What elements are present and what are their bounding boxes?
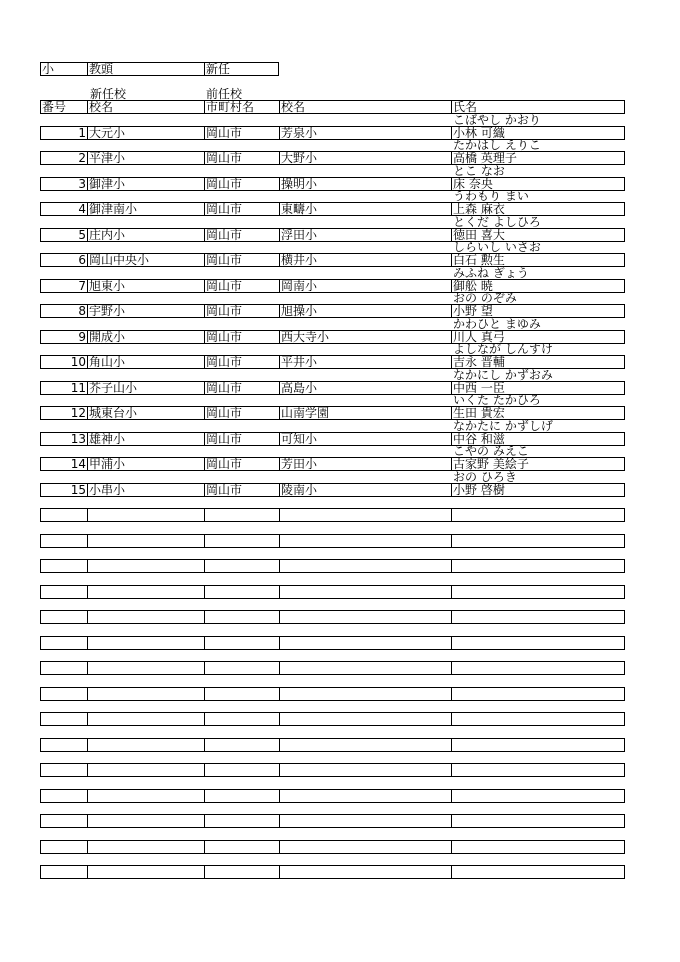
cell-name	[451, 636, 625, 650]
cell-name: 高橋 英理子	[451, 151, 625, 165]
position-label: 教頭	[89, 62, 114, 76]
cell-city	[204, 508, 279, 522]
level-box	[40, 62, 88, 76]
cell-school	[87, 661, 204, 675]
table-row	[40, 687, 625, 701]
table-row	[40, 202, 625, 216]
cell-no	[40, 814, 87, 828]
cell-city	[204, 534, 279, 548]
cell-school: 角山小	[87, 355, 204, 369]
cell-no	[40, 840, 87, 854]
cell-name	[451, 610, 625, 624]
cell-no	[40, 559, 87, 573]
cell-school: 岡山中央小	[87, 253, 204, 267]
cell-name	[451, 534, 625, 548]
name-reading: とくだ よしひろ	[453, 215, 541, 229]
cell-prev-school: 芳泉小	[279, 126, 451, 140]
cell-name	[451, 687, 625, 701]
table-row	[40, 304, 625, 318]
cell-no: 15	[40, 483, 87, 497]
name-reading: たかはし えりこ	[453, 138, 541, 152]
cell-no	[40, 636, 87, 650]
name-reading: とこ なお	[453, 164, 505, 178]
cell-prev-school: 岡南小	[279, 279, 451, 293]
cell-name: 御舩 暁	[451, 279, 625, 293]
cell-school: 芥子山小	[87, 381, 204, 395]
cell-no: 12	[40, 406, 87, 420]
cell-name: 白石 勲生	[451, 253, 625, 267]
cell-prev-school	[279, 763, 451, 777]
table-row	[40, 534, 625, 548]
cell-city: 岡山市	[204, 177, 279, 191]
cell-prev-school	[279, 636, 451, 650]
column-header-row	[40, 100, 625, 114]
cell-school	[87, 610, 204, 624]
cell-name	[451, 738, 625, 752]
cell-no	[40, 661, 87, 675]
table-row	[40, 279, 625, 293]
cell-name	[451, 840, 625, 854]
cell-city	[204, 738, 279, 752]
cell-no: 5	[40, 228, 87, 242]
cell-city: 岡山市	[204, 432, 279, 446]
cell-prev-school	[279, 738, 451, 752]
cell-city: 岡山市	[204, 202, 279, 216]
table-row	[40, 559, 625, 573]
cell-prev-school: 芳田小	[279, 457, 451, 471]
cell-city: 岡山市	[204, 483, 279, 497]
cell-name: 川人 真弓	[451, 330, 625, 344]
table-row	[40, 508, 625, 522]
cell-school	[87, 687, 204, 701]
cell-no: 4	[40, 202, 87, 216]
cell-prev-school: 浮田小	[279, 228, 451, 242]
cell-prev-school: 可知小	[279, 432, 451, 446]
cell-city: 岡山市	[204, 151, 279, 165]
position-box	[87, 62, 205, 76]
cell-school	[87, 840, 204, 854]
cell-prev-school	[279, 534, 451, 548]
cell-name	[451, 712, 625, 726]
cell-name: 古家野 美絵子	[451, 457, 625, 471]
cell-school: 城東台小	[87, 406, 204, 420]
cell-school	[87, 636, 204, 650]
cell-name: 小野 啓樹	[451, 483, 625, 497]
cell-no: 13	[40, 432, 87, 446]
table-row	[40, 457, 625, 471]
header-no: 番号	[40, 100, 87, 114]
cell-school: 雄神小	[87, 432, 204, 446]
table-row	[40, 177, 625, 191]
cell-prev-school	[279, 789, 451, 803]
cell-prev-school	[279, 610, 451, 624]
cell-prev-school: 東疇小	[279, 202, 451, 216]
cell-school: 庄内小	[87, 228, 204, 242]
cell-no	[40, 534, 87, 548]
cell-city	[204, 865, 279, 879]
level-label: 小	[42, 62, 55, 76]
cell-name	[451, 559, 625, 573]
name-reading: よしなが しんすけ	[453, 342, 553, 356]
cell-name	[451, 585, 625, 599]
cell-prev-school: 旭操小	[279, 304, 451, 318]
name-reading: おの のぞみ	[453, 291, 517, 305]
cell-city	[204, 712, 279, 726]
cell-no	[40, 687, 87, 701]
cell-city: 岡山市	[204, 228, 279, 242]
cell-city	[204, 585, 279, 599]
table-row	[40, 585, 625, 599]
table-row	[40, 253, 625, 267]
name-reading: みふね ぎょう	[453, 266, 529, 280]
name-reading: おの ひろき	[453, 470, 517, 484]
cell-city	[204, 840, 279, 854]
cell-no: 11	[40, 381, 87, 395]
cell-prev-school	[279, 585, 451, 599]
table-row	[40, 483, 625, 497]
cell-school	[87, 865, 204, 879]
cell-name: 小野 望	[451, 304, 625, 318]
cell-city: 岡山市	[204, 126, 279, 140]
cell-prev-school: 山南学園	[279, 406, 451, 420]
cell-name	[451, 661, 625, 675]
cell-prev-school: 高島小	[279, 381, 451, 395]
table-row	[40, 661, 625, 675]
cell-no: 2	[40, 151, 87, 165]
cell-city: 岡山市	[204, 304, 279, 318]
cell-name: 中西 一臣	[451, 381, 625, 395]
cell-city	[204, 559, 279, 573]
cell-prev-school	[279, 687, 451, 701]
cell-city	[204, 661, 279, 675]
cell-name	[451, 763, 625, 777]
cell-city: 岡山市	[204, 355, 279, 369]
cell-city	[204, 789, 279, 803]
cell-name: 吉永 晋輔	[451, 355, 625, 369]
cell-name: 床 奈央	[451, 177, 625, 191]
cell-city: 岡山市	[204, 381, 279, 395]
cell-city: 岡山市	[204, 330, 279, 344]
cell-no	[40, 738, 87, 752]
cell-school: 甲浦小	[87, 457, 204, 471]
name-reading: いくた たかひろ	[453, 393, 541, 407]
cell-prev-school: 操明小	[279, 177, 451, 191]
cell-name	[451, 789, 625, 803]
table-row	[40, 610, 625, 624]
cell-prev-school	[279, 712, 451, 726]
cell-school	[87, 738, 204, 752]
cell-no: 6	[40, 253, 87, 267]
name-reading: なかたに かずしげ	[453, 419, 553, 433]
name-reading: なかにし かずおみ	[453, 368, 553, 382]
cell-name: 徳田 喜大	[451, 228, 625, 242]
cell-school	[87, 534, 204, 548]
cell-no	[40, 712, 87, 726]
cell-school: 平津小	[87, 151, 204, 165]
new-school-group-header: 新任校	[90, 87, 127, 101]
cell-city	[204, 610, 279, 624]
table-row	[40, 865, 625, 879]
cell-no	[40, 789, 87, 803]
cell-no: 14	[40, 457, 87, 471]
cell-name: 小林 可織	[451, 126, 625, 140]
cell-name	[451, 865, 625, 879]
cell-city	[204, 814, 279, 828]
cell-school	[87, 559, 204, 573]
table-row	[40, 432, 625, 446]
cell-no	[40, 508, 87, 522]
cell-school	[87, 814, 204, 828]
cell-no: 7	[40, 279, 87, 293]
cell-prev-school	[279, 661, 451, 675]
cell-prev-school: 平井小	[279, 355, 451, 369]
cell-name: 生田 貴宏	[451, 406, 625, 420]
table-row	[40, 789, 625, 803]
table-row	[40, 406, 625, 420]
cell-prev-school	[279, 559, 451, 573]
cell-school: 御津小	[87, 177, 204, 191]
table-row	[40, 763, 625, 777]
cell-school	[87, 508, 204, 522]
cell-school: 大元小	[87, 126, 204, 140]
cell-no	[40, 865, 87, 879]
cell-prev-school: 大野小	[279, 151, 451, 165]
header-city: 市町村名	[204, 100, 279, 114]
cell-school: 小串小	[87, 483, 204, 497]
cell-city	[204, 763, 279, 777]
cell-city	[204, 687, 279, 701]
cell-school	[87, 585, 204, 599]
table-row	[40, 355, 625, 369]
cell-prev-school: 陵南小	[279, 483, 451, 497]
cell-prev-school	[279, 865, 451, 879]
cell-no: 10	[40, 355, 87, 369]
cell-city: 岡山市	[204, 253, 279, 267]
cell-prev-school	[279, 840, 451, 854]
type-label: 新任	[206, 62, 231, 76]
table-row	[40, 151, 625, 165]
prev-school-group-header: 前任校	[206, 87, 243, 101]
name-reading: こやの みえこ	[453, 444, 529, 458]
cell-name	[451, 508, 625, 522]
header-name: 氏名	[451, 100, 625, 114]
table-row	[40, 712, 625, 726]
table-row	[40, 738, 625, 752]
table-row	[40, 636, 625, 650]
name-reading: しらいし いさお	[453, 240, 541, 254]
cell-city	[204, 636, 279, 650]
cell-city: 岡山市	[204, 457, 279, 471]
cell-city: 岡山市	[204, 406, 279, 420]
cell-no: 3	[40, 177, 87, 191]
cell-no: 9	[40, 330, 87, 344]
cell-city: 岡山市	[204, 279, 279, 293]
cell-school: 旭東小	[87, 279, 204, 293]
cell-school	[87, 789, 204, 803]
header-school: 校名	[87, 100, 204, 114]
cell-no	[40, 763, 87, 777]
type-box	[204, 62, 279, 76]
cell-name	[451, 814, 625, 828]
cell-no: 8	[40, 304, 87, 318]
cell-no	[40, 585, 87, 599]
cell-prev-school	[279, 814, 451, 828]
cell-prev-school: 西大寺小	[279, 330, 451, 344]
cell-name: 上森 麻衣	[451, 202, 625, 216]
table-row	[40, 814, 625, 828]
cell-school	[87, 763, 204, 777]
name-reading: こばやし かおり	[453, 113, 541, 127]
cell-school: 宇野小	[87, 304, 204, 318]
cell-name: 中谷 和滋	[451, 432, 625, 446]
cell-school: 開成小	[87, 330, 204, 344]
name-reading: うわもり まい	[453, 189, 529, 203]
name-reading: かわひと まゆみ	[453, 317, 541, 331]
cell-no	[40, 610, 87, 624]
header-prev-school: 校名	[279, 100, 451, 114]
cell-school: 御津南小	[87, 202, 204, 216]
cell-prev-school	[279, 508, 451, 522]
table-row	[40, 840, 625, 854]
cell-prev-school: 横井小	[279, 253, 451, 267]
cell-no: 1	[40, 126, 87, 140]
cell-school	[87, 712, 204, 726]
